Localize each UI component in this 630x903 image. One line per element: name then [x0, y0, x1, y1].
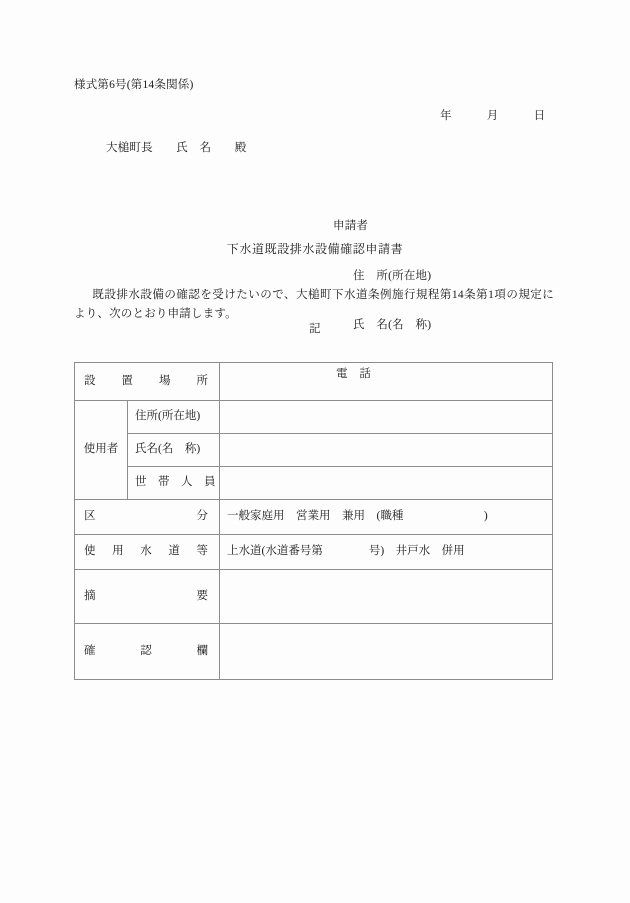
- table-row: [75, 401, 553, 434]
- applicant-heading: 申請者: [333, 220, 369, 233]
- table-row: [75, 624, 553, 680]
- row-label-household-members: 世 帯 人 員: [128, 467, 220, 500]
- table-row: [75, 434, 553, 467]
- row-value-confirmation[interactable]: [220, 624, 553, 680]
- table-row: [75, 500, 553, 535]
- document-title: 下水道既設排水設備確認申請書: [226, 242, 404, 256]
- row-label-user-name: 氏名(名 称): [128, 434, 220, 467]
- addressee-line: 大槌町長 氏 名 殿: [106, 142, 247, 154]
- applicant-name-label: 氏 名(名 称): [353, 319, 432, 332]
- row-label-user-group: 使用者: [75, 401, 128, 500]
- note-marker: 記: [309, 323, 321, 335]
- row-value-water-supply[interactable]: 上水道(水道番号第 号) 井戸水 併用: [220, 535, 553, 570]
- body-paragraph-text: 既設排水設備の確認を受けたいので、大槌町下水道条例施行規程第14条第1項の規定により、次のとおり申請します。: [74, 289, 554, 320]
- row-value-category[interactable]: 一般家庭用 営業用 兼用 (職種 ): [220, 500, 553, 535]
- row-value-user-address[interactable]: [220, 401, 553, 434]
- table-row: [75, 535, 553, 570]
- applicant-address-label: 住 所(所在地): [353, 269, 432, 282]
- row-label-category: 区 分: [75, 500, 220, 535]
- body-paragraph: [74, 286, 554, 324]
- row-label-water-supply: 使 用 水 道 等: [75, 535, 220, 570]
- date-line: 年 月 日: [440, 110, 546, 122]
- row-label-confirmation: 確 認 欄: [75, 624, 220, 680]
- row-value-household-members[interactable]: [220, 467, 553, 500]
- row-value-remarks[interactable]: [220, 570, 553, 624]
- row-value-installation-site[interactable]: [220, 363, 553, 401]
- row-value-user-name[interactable]: [220, 434, 553, 467]
- applicant-phone-label: 電 話: [336, 368, 372, 381]
- application-table: [74, 362, 553, 680]
- table-row: [75, 570, 553, 624]
- row-label-remarks: 摘 要: [75, 570, 220, 624]
- row-label-user-address: 住所(所在地): [128, 401, 220, 434]
- row-label-installation-site: 設 置 場 所: [75, 363, 220, 401]
- form-number: 様式第6号(第14条関係): [74, 79, 194, 91]
- table-row: [75, 363, 553, 401]
- table-row: [75, 467, 553, 500]
